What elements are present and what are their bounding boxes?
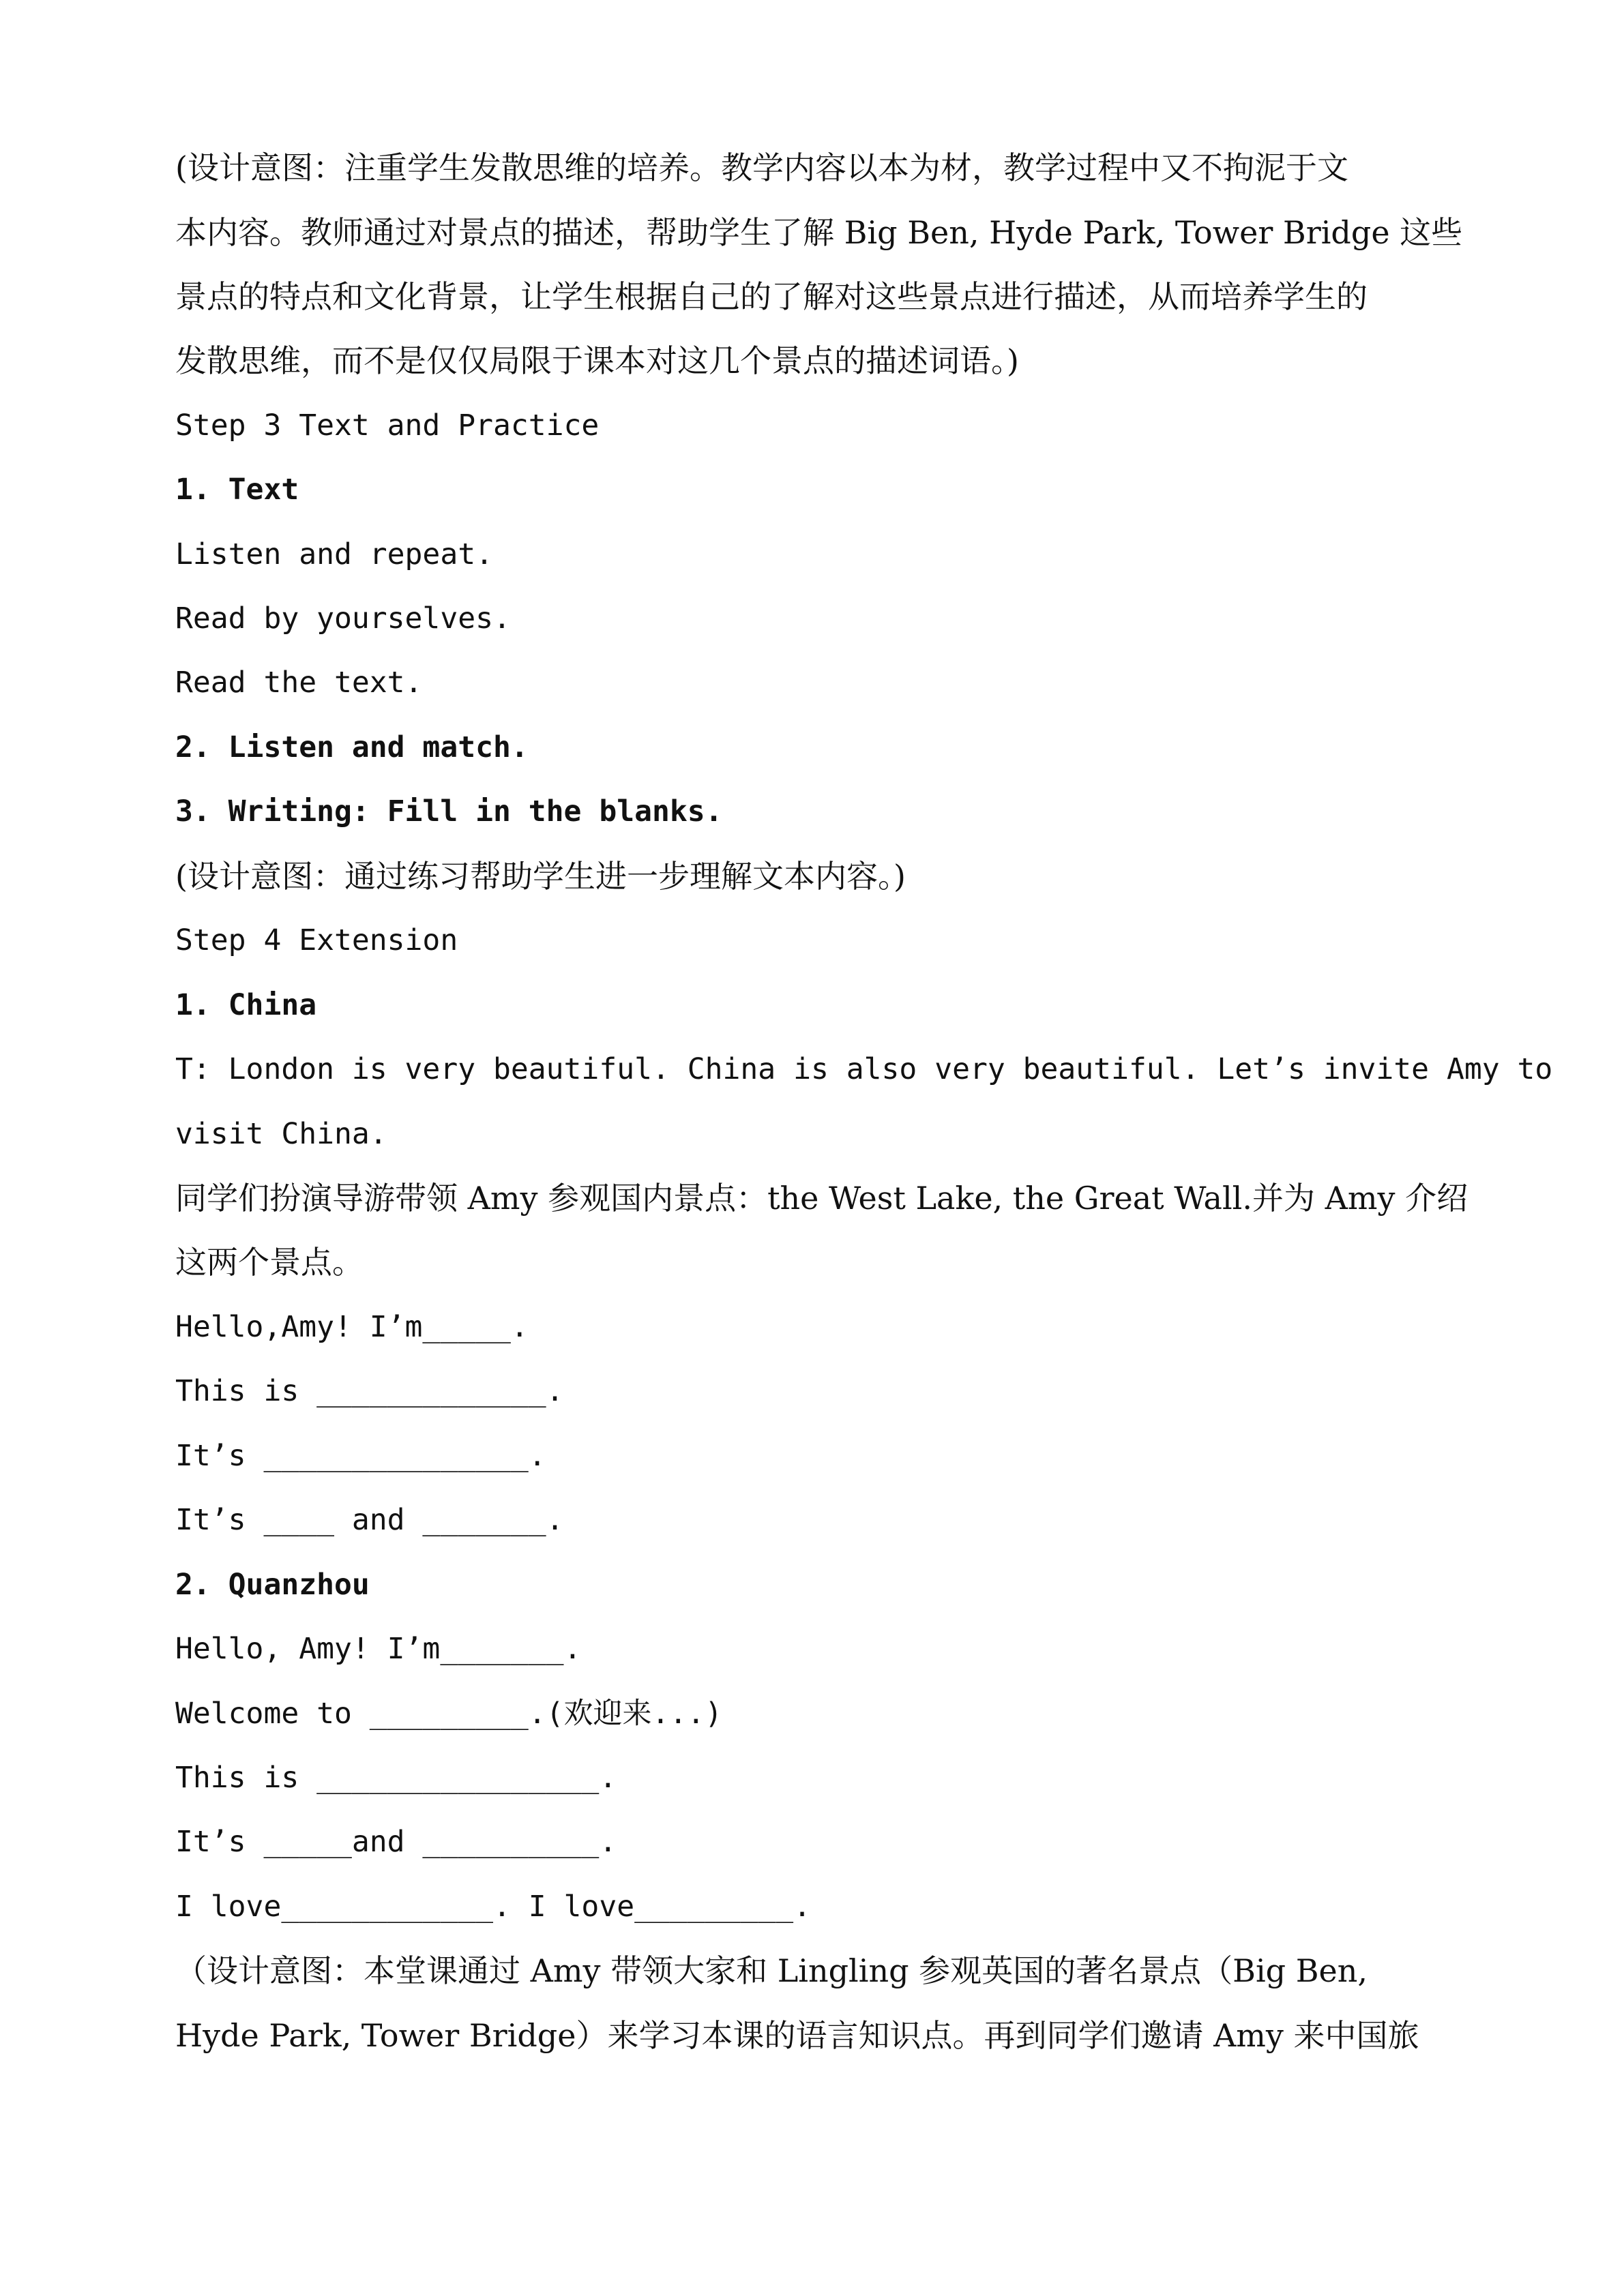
quanzhou-subheading: 2. Quanzhou [175,1568,370,1602]
read-yourselves-line: Read by yourselves. [175,601,511,636]
read-text-line: Read the text. [175,666,423,700]
design-intent-paragraph-line-4: 发散思维，而不是仅仅局限于课本对这几个景点的描述词语。) [175,342,1019,379]
lesson-design-intent-line-1: （设计意图：本堂课通过 Amy 带领大家和 Lingling 参观英国的著名景点（Big Ben, [175,1952,1368,1989]
design-intent-paragraph-line-2: 本内容。教师通过对景点的描述，帮助学生了解 Big Ben, Hyde Park, Tower Bridge 这些 [175,214,1463,251]
quanzhou-blank-line-3: This is ________________. [175,1761,617,1795]
listen-match-subheading: 2. Listen and match. [175,730,529,764]
writing-subheading: 3. Writing: Fill in the blanks. [175,794,723,829]
lesson-design-intent-line-2: Hyde Park, Tower Bridge）来学习本课的语言知识点。再到同学们邀请 Amy 来中国旅 [175,2017,1419,2054]
practice-design-intent: (设计意图：通过练习帮助学生进一步理解文本内容。) [175,858,906,895]
design-intent-paragraph-line-3: 景点的特点和文化背景，让学生根据自己的了解对这些景点进行描述，从而培养学生的 [175,278,1368,315]
china-blank-line-1: Hello,Amy! I’m_____. [175,1310,529,1344]
quanzhou-blank-line-1: Hello, Amy! I’m_______. [175,1632,582,1666]
guide-instructions-line-2: 这两个景点。 [175,1244,364,1281]
step-3-heading: Step 3 Text and Practice [175,408,600,443]
quanzhou-blank-line-2: Welcome to _________.(欢迎来...) [175,1697,723,1731]
quanzhou-blank-line-5: I love____________. I love_________. [175,1890,811,1924]
teacher-line-1: T: London is very beautiful. China is also very beautiful. Let’s invite Amy to [175,1052,1553,1086]
listen-repeat-line: Listen and repeat. [175,537,493,571]
china-blank-line-2: This is _____________. [175,1374,564,1408]
china-blank-line-3: It’s _______________. [175,1439,546,1473]
china-blank-line-4: It’s ____ and _______. [175,1503,564,1537]
teacher-line-2: visit China. [175,1117,387,1151]
text-subheading: 1. Text [175,473,299,507]
design-intent-paragraph-line-1: (设计意图：注重学生发散思维的培养。教学内容以本为材，教学过程中又不拘泥于文 [175,149,1348,186]
step-4-heading: Step 4 Extension [175,923,458,957]
quanzhou-blank-line-4: It’s _____and __________. [175,1825,617,1859]
china-subheading: 1. China [175,988,317,1022]
guide-instructions-line-1: 同学们扮演导游带领 Amy 参观国内景点：the West Lake, the Great Wall.并为 Amy 介绍 [175,1180,1468,1217]
